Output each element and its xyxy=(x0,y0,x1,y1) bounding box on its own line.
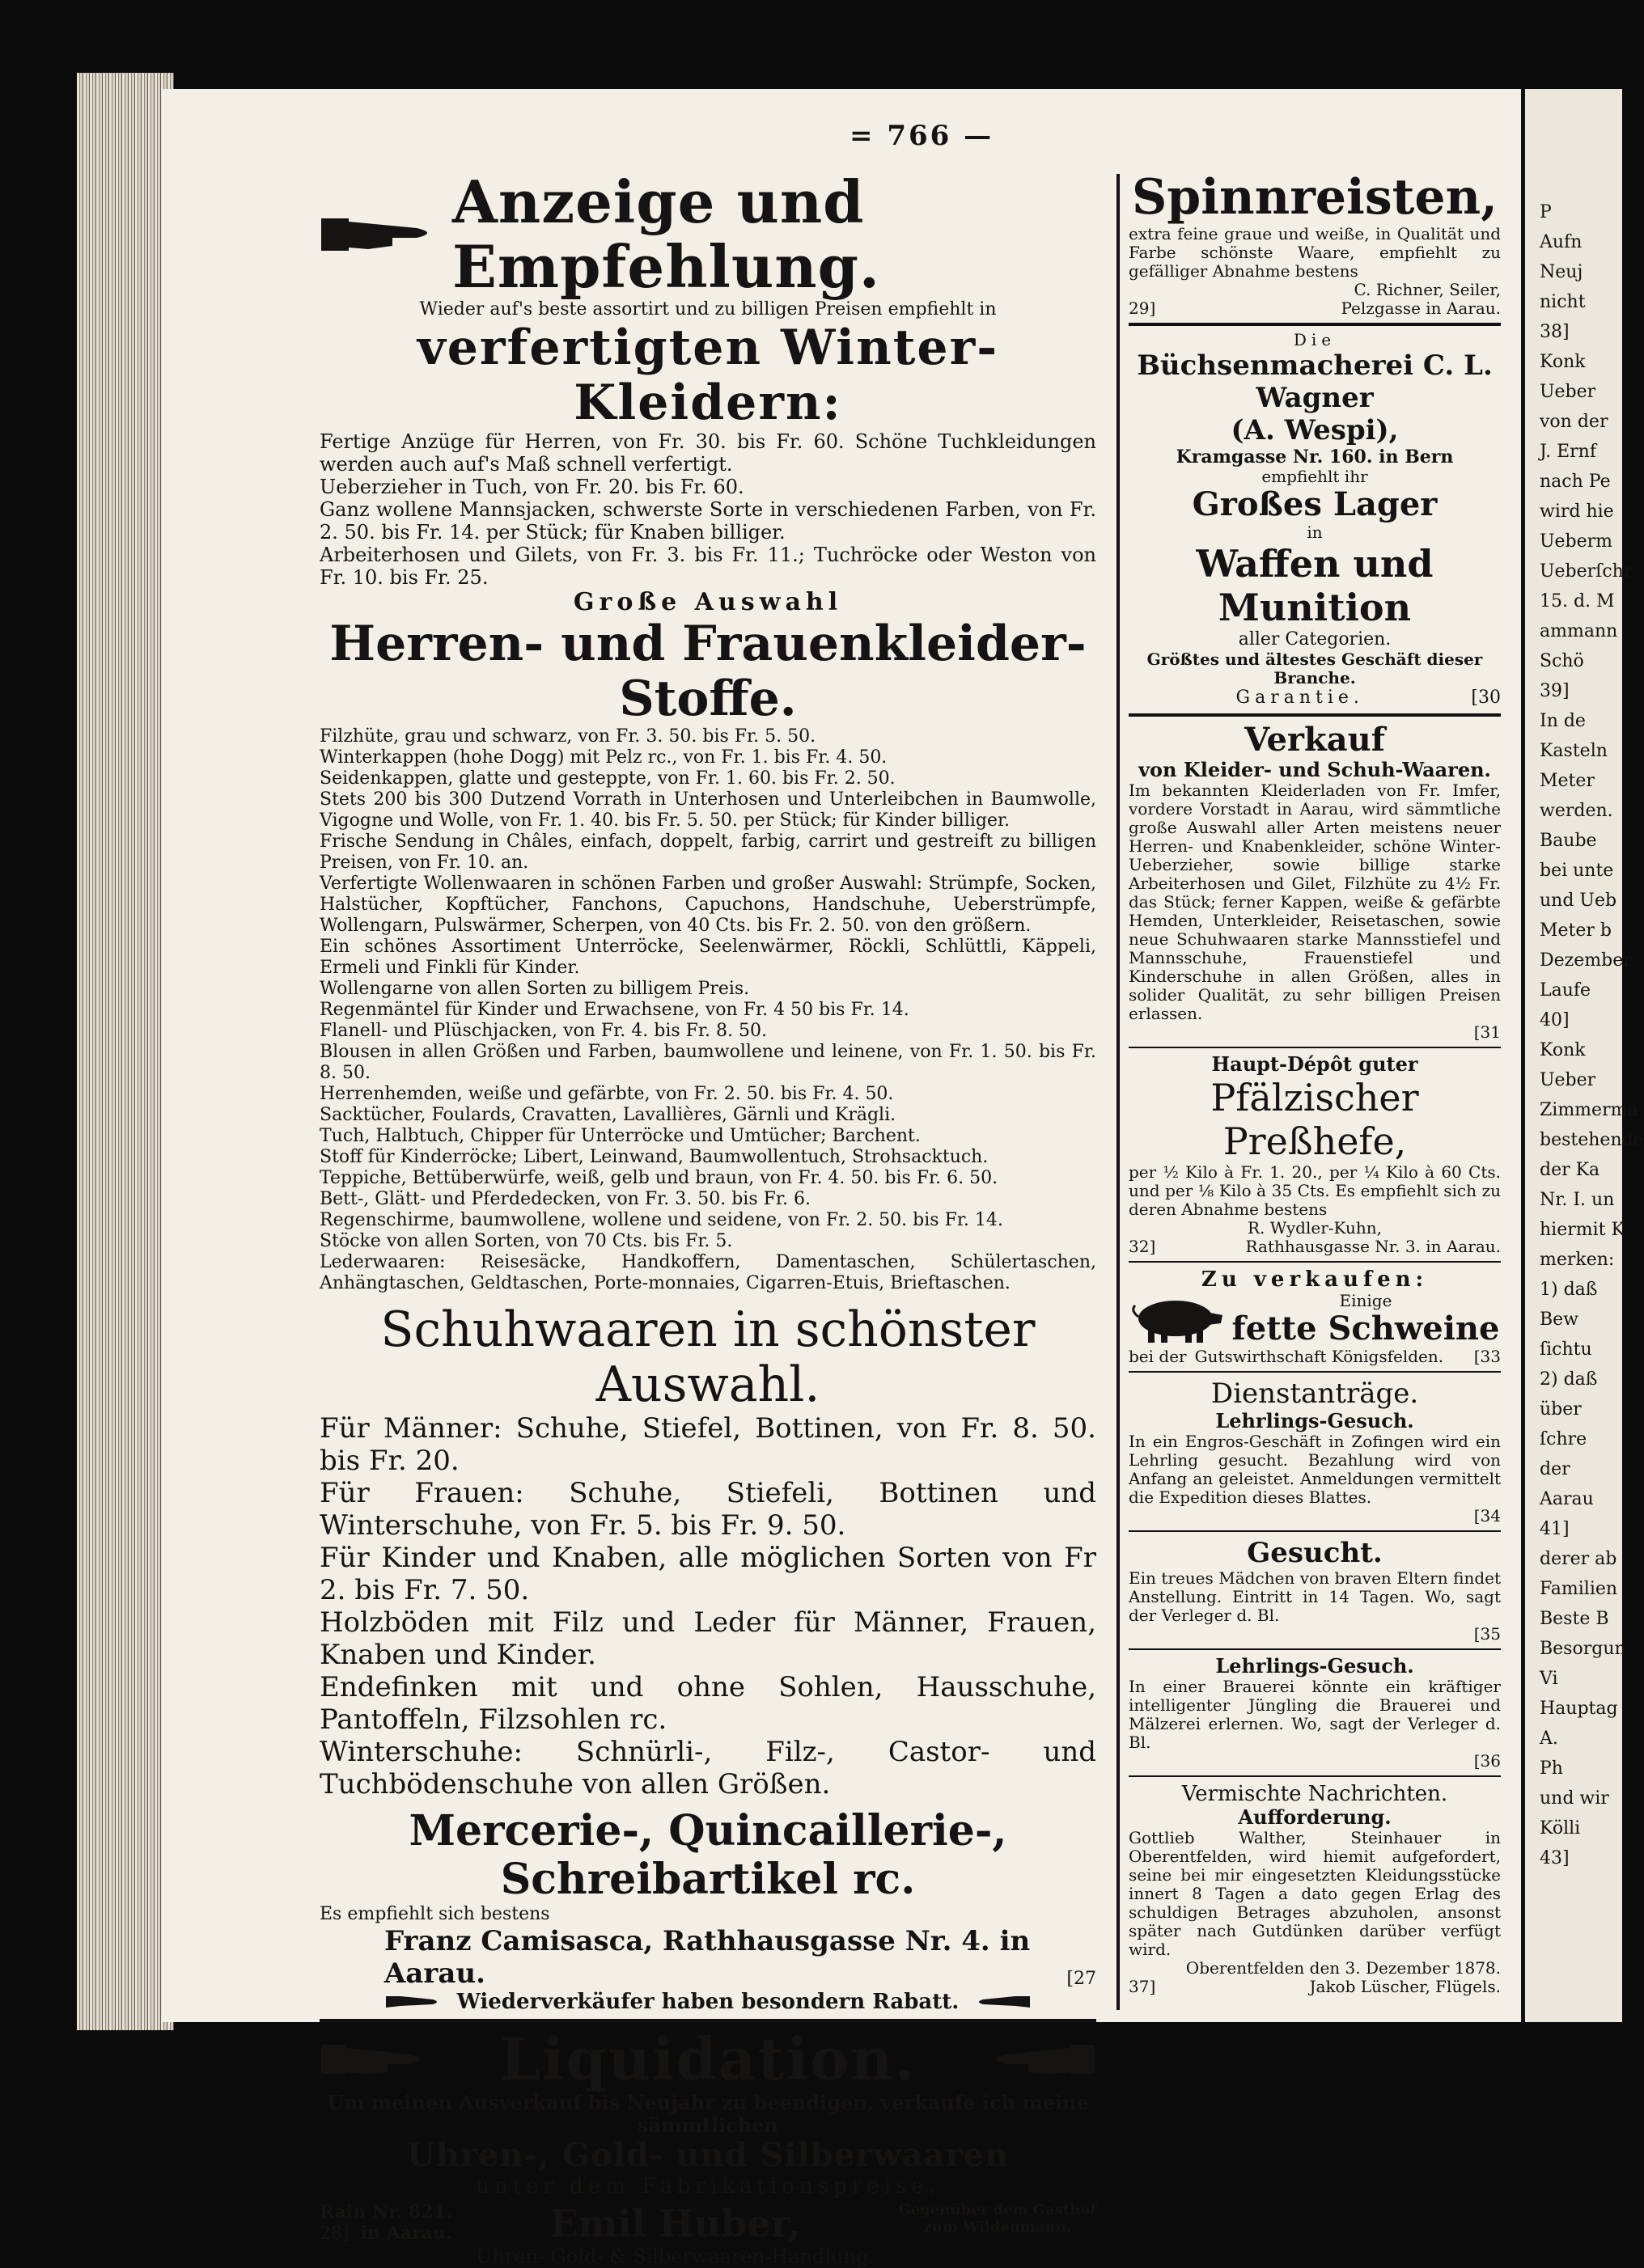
liquidation-line2: unter dem Fabrikationspreise. xyxy=(476,2174,940,2198)
waffen-heading: Waffen und Munition xyxy=(1196,542,1434,629)
rain-address: Rain Nr. 821. xyxy=(320,2202,452,2223)
right-page-fragment-line: hiermit K xyxy=(1540,1220,1625,1240)
right-page-fragment-line: Familien xyxy=(1540,1579,1618,1599)
right-page-fragment-line: Laufe xyxy=(1540,980,1591,1001)
right-page-fragment-line: Bew xyxy=(1540,1310,1579,1330)
pointing-hand-icon xyxy=(384,1991,441,2012)
rain-block xyxy=(320,2202,452,2245)
shoe-item: Holzböden mit Filz und Leder für Männer, Frauen, Knaben und Kinder. xyxy=(320,1606,1096,1671)
ad-number-33: [33 xyxy=(1473,1347,1501,1366)
right-page-fragment-line: Besorgun xyxy=(1540,1639,1626,1659)
divider xyxy=(1129,1261,1501,1263)
pfalz-heading: Pfälzischer Preßhefe, xyxy=(1210,1076,1419,1163)
goods-item: Sacktücher, Foulards, Cravatten, Lavallières, Gärnli und Krägli. xyxy=(320,1105,896,1125)
goods-item: Teppiche, Bettüberwürfe, weiß, gelb und braun, von Fr. 4. 50. bis Fr. 6. 50. xyxy=(320,1168,998,1188)
kramgasse-address: Kramgasse Nr. 160. in Bern xyxy=(1176,446,1454,468)
goods-item: Flanell- und Plüschjacken, von Fr. 4. bis Fr. 8. 50. xyxy=(320,1021,767,1041)
goods-item: Tuch, Halbtuch, Chipper für Unterröcke und Umtücher; Barchent. xyxy=(320,1126,921,1146)
verkauf-text: Im bekannten Kleiderladen von Fr. Imfer, vordere Vorstadt in Aarau, wird sämmtliche große Auswahl aller Arten meistens neuer Herren- und Knabenkleider, schöne Winter-Ueberzieher, sowie billige starke Arbeiterhosen und Gilet, Filzhüte zu 4½ Fr. das Stück; ferner Kappen, weiße & gefärbte Hemden, Unterkleider, Reisetaschen, sowie neue Schuhwaaren starke Mannsstiefel und Mannsschuhe, Frauenstiefel und Kinderschuhe in allen Größen, alles in solider Qualität, zu sehr billigen Preisen erlassen. xyxy=(1129,781,1501,1023)
divider xyxy=(1129,1648,1501,1650)
right-page-text xyxy=(1540,202,1644,1878)
right-page-fragment-line: 43] xyxy=(1540,1848,1570,1868)
right-page-fragment-line: P xyxy=(1540,202,1552,222)
right-page-fragment-line: wird hie xyxy=(1540,501,1614,522)
haupt-depot: Haupt-Dépôt guter xyxy=(1211,1052,1418,1076)
aufforderung-text: Gottlieb Walther, Steinhauer in Oberentfelden, wird hiemit aufgefordert, seine bei mir eingesetzten Kleidungsstücke innert 8 Tagen a dato gegen Erlag des schuldigen Betrages abzuholen, ansonst später nach Gutdünken darüber verfügt wird. xyxy=(1129,1828,1501,1959)
divider xyxy=(1129,713,1501,717)
spinnreisten-text: extra feine graue und weiße, in Qualität und Farbe schönste Waare, empfiehlt zu gefälliger Abnahme bestens xyxy=(1129,224,1501,281)
right-page-fragment-line: nach Pe xyxy=(1540,472,1611,492)
huber-row xyxy=(320,2202,1096,2268)
rathhausgasse: Rathhausgasse Nr. 3. in Aarau. xyxy=(1245,1237,1501,1256)
ad-number-29: 29] xyxy=(1129,298,1156,318)
ad-number-32: 32] xyxy=(1129,1237,1156,1256)
clothing-item: Ueberzieher in Tuch, von Fr. 20. bis Fr. 60. xyxy=(320,476,744,498)
luescher-signature: Jakob Lüscher, Flügels. xyxy=(1309,1977,1501,1996)
right-page-fragment-line: 2) daß xyxy=(1540,1369,1598,1390)
pointing-hand-icon xyxy=(320,210,441,259)
wydler-name: R. Wydler-Kuhn, xyxy=(1247,1218,1383,1238)
garantie-row xyxy=(1129,688,1501,709)
stoffe-heading: Herren- und Frauenkleider-Stoffe. xyxy=(329,616,1087,727)
spinnreisten-sig2: Pelzgasse in Aarau. xyxy=(1341,298,1501,318)
ad-number-35: [35 xyxy=(1473,1624,1501,1644)
right-page-fragment-line: bei unte xyxy=(1540,861,1614,881)
right-page-fragment-line: Zimmerma xyxy=(1540,1100,1638,1120)
book-edge xyxy=(77,73,174,2030)
fette-schweine: fette Schweine xyxy=(1231,1310,1500,1348)
die-label: Die xyxy=(1293,330,1337,349)
right-column xyxy=(1129,170,1501,1996)
right-page-fragment-line: Ueberm xyxy=(1540,531,1613,552)
shoe-item: Für Frauen: Schuhe, Stiefeli, Bottinen und Winterschuhe, von Fr. 5. bis Fr. 9. 50. xyxy=(320,1477,1096,1542)
goods-item: Regenmäntel für Kinder und Erwachsene, von Fr. 4 50 bis Fr. 14. xyxy=(320,1000,909,1020)
wespi-name: (A. Wespi), xyxy=(1231,414,1399,446)
right-page-fragment-line: nicht xyxy=(1540,292,1586,312)
winter-kleider-heading: verfertigten Winter-Kleidern: xyxy=(417,319,999,431)
right-page-fragment-line: Ueber xyxy=(1540,1070,1596,1090)
schweine-row xyxy=(1129,1292,1501,1348)
divider xyxy=(320,2019,1096,2022)
ad-number-34: [34 xyxy=(1473,1506,1501,1525)
shoe-items xyxy=(320,1412,1096,1800)
huber-sub: Uhren- Gold- & Silberwaaren-Handlung. xyxy=(476,2245,875,2268)
pig-icon xyxy=(1129,1294,1226,1346)
zu-verkaufen: Zu verkaufen: xyxy=(1201,1267,1429,1292)
goods-item: Bett-, Glätt- und Pferdedecken, von Fr. 3. 50. bis Fr. 6. xyxy=(320,1189,811,1209)
liquidation-big: Uhren-, Gold- und Silberwaaren xyxy=(406,2136,1010,2174)
grosses-lager: Großes Lager xyxy=(1192,485,1438,523)
garantie: Garantie. xyxy=(1235,688,1364,708)
mercerie-heading: Mercerie-, Quincaillerie-, Schreibartikel rc. xyxy=(409,1806,1007,1904)
spinnreisten-sig-row xyxy=(1129,299,1501,318)
right-page-fragment-line: der Ka xyxy=(1540,1160,1600,1180)
liquidation-heading: Liquidation. xyxy=(499,2025,917,2093)
verkauf-subheading: von Kleider- und Schuh-Waaren. xyxy=(1138,758,1491,781)
right-page-fragment-line: Vi xyxy=(1540,1669,1558,1689)
left-column xyxy=(320,167,1096,2268)
ad-number-27: [27 xyxy=(1066,1969,1096,1989)
right-page-fragment-line: Hauptag xyxy=(1540,1699,1618,1719)
empfiehlt-row xyxy=(320,1904,1096,1925)
liquidation-line1: Um meinen Ausverkauf bis Neujahr zu beendigen, verkaufe ich meine sämmtlichen xyxy=(327,2091,1089,2137)
ad-header xyxy=(320,167,1096,301)
vermischte-heading: Vermischte Nachrichten. xyxy=(1181,1782,1448,1806)
right-page-fragment-line: Baube xyxy=(1540,831,1597,851)
grosse-auswahl: Große Auswahl xyxy=(573,588,843,616)
goods-items xyxy=(320,726,1096,1294)
gesucht-heading: Gesucht. xyxy=(1247,1537,1383,1569)
right-page-fragment-line: Nr. I. un xyxy=(1540,1190,1615,1210)
right-page-fragment-line: Aufn xyxy=(1540,232,1583,252)
schweine-text xyxy=(1231,1292,1501,1348)
aller-categorien: aller Categorien. xyxy=(1238,629,1392,650)
pointing-hand-icon xyxy=(320,2035,433,2084)
ad-number-30: [30 xyxy=(1471,688,1501,708)
gegenueber-line2: zum Wildenmann. xyxy=(923,2219,1071,2236)
buchsenmacherei-heading: Büchsenmacherei C. L. Wagner xyxy=(1137,349,1493,414)
einige: Einige xyxy=(1339,1291,1392,1310)
lehrlings-text-2: In einer Brauerei könnte ein kräftiger intelligenter Jüngling die Brauerei und Mälzerei erlernen. Wo, sagt der Verleger d. Bl. xyxy=(1129,1677,1501,1752)
pointing-hand-icon xyxy=(983,2035,1096,2084)
right-page-fragment-line: Konk xyxy=(1540,352,1586,372)
goods-item: Ein schönes Assortiment Unterröcke, Seelenwärmer, Röckli, Schlüttli, Käppeli, Ermeli und Finkli für Kinder. xyxy=(320,937,1096,978)
lehrlings-gesuch-1: Lehrlings-Gesuch. xyxy=(1215,1409,1414,1432)
column-rule xyxy=(1116,174,1120,2010)
goods-item: Herrenhemden, weiße und gefärbte, von Fr. 2. 50. bis Fr. 4. 50. xyxy=(320,1084,894,1104)
huber-name: Emil Huber, xyxy=(549,2202,801,2245)
goods-item: Stets 200 bis 300 Dutzend Vorrath in Unterhosen und Unterleibchen in Baumwolle, Vigogne und Wolle, von Fr. 1. 40. bis Fr. 5. 50. per Stück; für Kinder billiger. xyxy=(320,789,1096,831)
lehrlings-text-1: In ein Engros-Geschäft in Zofingen wird ein Lehrling gesucht. Bezahlung wird von Anfang an geleistet. Anmeldungen vermittelt die Expedition dieses Blattes. xyxy=(1129,1432,1501,1507)
ad-number-37: 37] xyxy=(1129,1977,1156,1996)
right-page-fragment-line: bestehende xyxy=(1540,1130,1644,1150)
schuh-heading: Schuhwaaren in schönster Auswahl. xyxy=(380,1301,1036,1413)
right-page-fragment-line: ſchre xyxy=(1540,1429,1587,1449)
gutswirthschaft: Gutswirthschaft Königsfelden. xyxy=(1194,1347,1444,1366)
groesstes-geschaeft: Größtes und ältestes Geschäft dieser Branche. xyxy=(1146,650,1483,688)
goods-item: Stöcke von allen Sorten, von 70 Cts. bis Fr. 5. xyxy=(320,1231,733,1251)
rabatt-row xyxy=(320,1990,1096,2014)
right-page-fragment-line: 39] xyxy=(1540,681,1570,701)
lehrlings-gesuch-2: Lehrlings-Gesuch. xyxy=(1215,1654,1414,1678)
spinnreisten-heading: Spinnreisten, xyxy=(1131,169,1498,226)
intro-line: Wieder auf's beste assortirt und zu billigen Preisen empfiehlt in xyxy=(419,299,997,319)
rabatt-text: Wiederverkäufer haben besondern Rabatt. xyxy=(456,1990,960,2014)
right-page-fragment xyxy=(1521,89,1644,2022)
goods-item: Seidenkappen, glatte und gesteppte, von Fr. 1. 60. bis Fr. 2. 50. xyxy=(320,768,896,789)
right-page-fragment-line: Ueber xyxy=(1540,382,1596,402)
clothing-items xyxy=(320,430,1096,589)
right-page-fragment-line: Neuj xyxy=(1540,262,1583,282)
goods-item: Winterkappen (hohe Dogg) mit Pelz rc., von Fr. 1. bis Fr. 4. 50. xyxy=(320,747,888,768)
right-page-fragment-line: Ph xyxy=(1540,1758,1563,1779)
wydler-row xyxy=(1129,1238,1501,1256)
gesucht-text: Ein treues Mädchen von braven Eltern findet Anstellung. Eintritt in 14 Tagen. Wo, sagt der Verleger d. Bl. xyxy=(1129,1568,1501,1625)
empfiehlt-text: Es empfiehlt sich bestens xyxy=(320,1904,550,1924)
clothing-item: Fertige Anzüge für Herren, von Fr. 30. bis Fr. 60. Schöne Tuchkleidungen werden auch auf's Maß schnell verfertigt. xyxy=(320,430,1096,476)
right-page-fragment-line: ſichtu xyxy=(1540,1339,1592,1360)
right-page-fragment-line: J. Ernf xyxy=(1540,442,1596,462)
huber-block xyxy=(476,2202,875,2268)
divider xyxy=(1129,1530,1501,1532)
gegenueber-block xyxy=(899,2202,1097,2236)
right-page-fragment-line: Meter xyxy=(1540,771,1595,791)
rain-city: in Aarau. xyxy=(360,2223,452,2244)
right-page-fragment-line: und wir xyxy=(1540,1788,1609,1809)
page-number: = 766 — xyxy=(850,120,994,152)
goods-item: Frische Sendung in Châles, einfach, doppelt, farbig, carrirt und gestreift zu billigen Preisen, von Fr. 10. an. xyxy=(320,831,1096,873)
goods-item: Regenschirme, baumwollene, wollene und seidene, von Fr. 2. 50. bis Fr. 14. xyxy=(320,1210,1003,1230)
in-label: in xyxy=(1307,523,1323,542)
right-page-fragment-line: A. xyxy=(1540,1729,1558,1749)
gegenueber-line1: Gegenüber dem Gasthof xyxy=(898,2202,1096,2219)
empfiehlt-ihr: empfiehlt ihr xyxy=(1261,467,1368,486)
rain-second-line xyxy=(320,2223,452,2245)
luescher-row xyxy=(1129,1978,1501,1996)
right-page-fragment-line: merken: xyxy=(1540,1250,1615,1270)
right-page-fragment-line: 15. d. M xyxy=(1540,591,1615,611)
right-page-fragment-line: der xyxy=(1540,1459,1570,1479)
divider xyxy=(1129,323,1501,326)
divider xyxy=(1129,1775,1501,1777)
right-page-fragment-line: 1) daß xyxy=(1540,1280,1598,1300)
ad-number-31: [31 xyxy=(1473,1022,1501,1042)
clothing-item: Arbeiterhosen und Gilets, von Fr. 3. bis Fr. 11.; Tuchröcke oder Weston von Fr. 10. bis Fr. 25. xyxy=(320,544,1096,589)
verkauf-heading: Verkauf xyxy=(1244,721,1385,759)
right-page-fragment-line: Aarau xyxy=(1540,1489,1594,1509)
right-page-fragment-line: Ueberſchr xyxy=(1540,561,1633,582)
camisasca-row xyxy=(320,1925,1096,1990)
clothing-item: Ganz wollene Mannsjacken, schwerste Sorte in verschiedenen Farben, von Fr. 2. 50. bis Fr. 14. per Stück; für Knaben billiger. xyxy=(320,498,1096,544)
ad-number-28: 28] xyxy=(320,2224,350,2244)
liquidation-header xyxy=(320,2027,1096,2092)
right-page-fragment-line: 40] xyxy=(1540,1010,1570,1030)
right-page-fragment-line: Dezember xyxy=(1540,950,1632,971)
goods-item: Blousen in allen Größen und Farben, baumwollene und leinene, von Fr. 1. 50. bis Fr. 8. 50. xyxy=(320,1042,1096,1083)
camisasca-signature: Franz Camisasca, Rathhausgasse Nr. 4. in Aarau. xyxy=(384,1925,1031,1990)
goods-item: Filzhüte, grau und schwarz, von Fr. 3. 50. bis Fr. 5. 50. xyxy=(320,726,816,747)
shoe-item: Für Männer: Schuhe, Stiefel, Bottinen, von Fr. 8. 50. bis Fr. 20. xyxy=(320,1412,1096,1477)
right-page-fragment-line: 41] xyxy=(1540,1519,1570,1539)
right-page-fragment-line: werden. xyxy=(1540,801,1613,821)
right-page-fragment-line: Meter b xyxy=(1540,920,1612,941)
right-page-fragment-line: von der xyxy=(1540,412,1608,432)
oberentfelden-date: Oberentfelden den 3. Dezember 1878. xyxy=(1185,1958,1501,1978)
bei-der: bei der xyxy=(1129,1347,1187,1366)
right-page-fragment-line: Konk xyxy=(1540,1040,1586,1060)
right-page-fragment-line: Kasteln xyxy=(1540,741,1608,761)
right-page-fragment-line: 38] xyxy=(1540,322,1570,342)
divider xyxy=(1129,1047,1501,1048)
aufforderung-heading: Aufforderung. xyxy=(1238,1805,1392,1829)
pfalz-text: per ½ Kilo à Fr. 1. 20., per ¼ Kilo à 60 Cts. und per ⅛ Kilo à 35 Cts. Es empfiehlt sich zu deren Abnahme bestens xyxy=(1129,1162,1501,1219)
spinnreisten-sig1: C. Richner, Seiler, xyxy=(1354,280,1501,299)
shoe-item: Für Kinder und Knaben, alle möglichen Sorten von Fr 2. bis Fr. 7. 50. xyxy=(320,1542,1096,1606)
dienstantraege-heading: Dienstanträge. xyxy=(1210,1377,1419,1410)
shoe-item: Endefinken mit und ohne Sohlen, Hausschuhe, Pantoffeln, Filzsohlen rc. xyxy=(320,1671,1096,1736)
right-page-fragment-line: ammann xyxy=(1540,621,1618,641)
ad-number-36: [36 xyxy=(1473,1751,1501,1771)
gutswirthschaft-row xyxy=(1129,1348,1501,1366)
right-page-fragment-line: Kölli xyxy=(1540,1818,1581,1839)
right-page-fragment-line: In de xyxy=(1540,711,1586,731)
goods-item: Stoff für Kinderröcke; Libert, Leinwand, Baumwollentuch, Strohsacktuch. xyxy=(320,1147,989,1167)
right-page-fragment-line: derer ab xyxy=(1540,1549,1617,1569)
goods-item: Lederwaaren: Reisesäcke, Handkoffern, Damentaschen, Schülertaschen, Anhängtaschen, Geldtaschen, Porte-monnaies, Cigarren-Etuis, Brieftaschen. xyxy=(320,1252,1096,1293)
right-page-fragment-line: über xyxy=(1540,1399,1582,1420)
divider xyxy=(1129,1371,1501,1373)
goods-item: Verfertigte Wollenwaaren in schönen Farben und großer Auswahl: Strümpfe, Socken, Halstücher, Kopftücher, Fanchons, Capuchons, Handschuhe, Ueberstrümpfe, Wollengarn, Pulswärmer, Scherpen, von 40 Cts. bis Fr. 2. 50. von den größern. xyxy=(320,874,1096,936)
shoe-item: Winterschuhe: Schnürli-, Filz-, Castor- und Tuchbödenschuhe von allen Größen. xyxy=(320,1736,1096,1800)
right-page-fragment-line: und Ueb xyxy=(1540,891,1617,911)
headline: Anzeige und Empfehlung. xyxy=(452,167,880,301)
goods-item: Wollengarne von allen Sorten zu billigem Preis. xyxy=(320,979,750,999)
pointing-hand-icon xyxy=(975,1991,1032,2012)
right-page-fragment-line: Beste B xyxy=(1540,1609,1609,1629)
right-page-fragment-line: Schö xyxy=(1540,651,1584,671)
